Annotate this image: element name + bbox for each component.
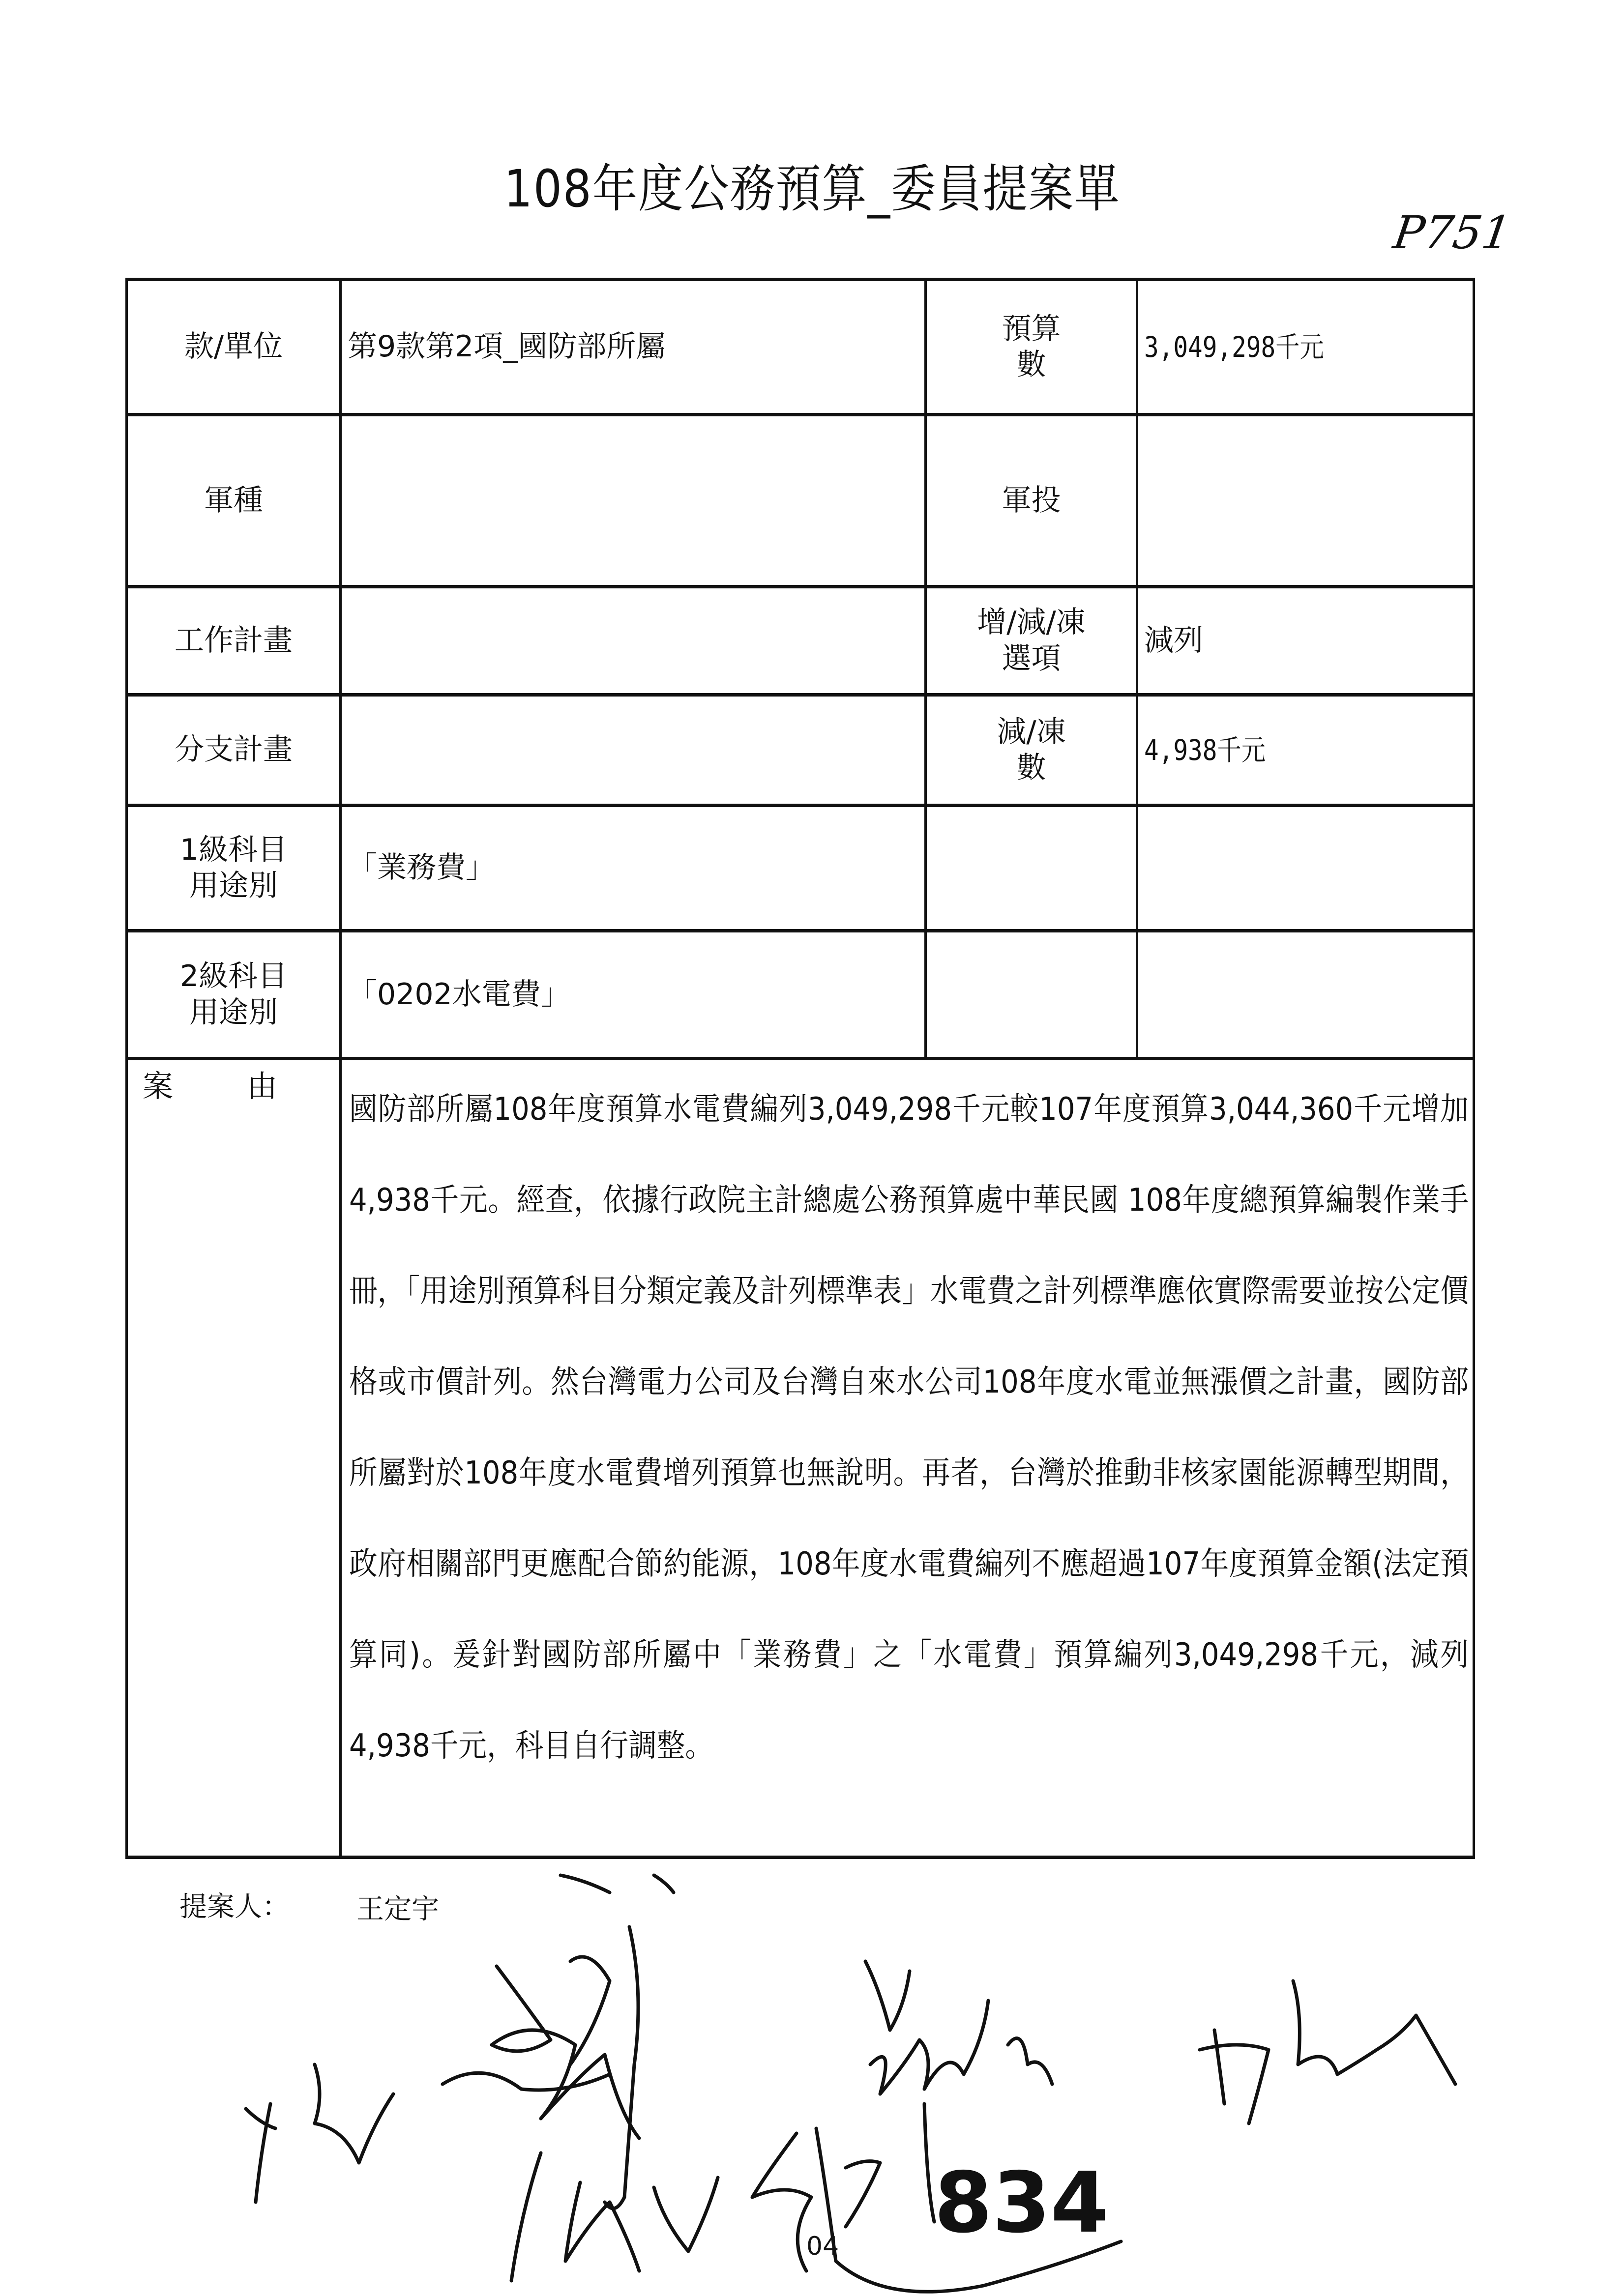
document-title: 108年度公務預算_委員提案單 [503, 159, 1121, 219]
label-work-plan: 工作計畫 [175, 623, 293, 658]
label-level2-subject: 2級科目 用途別 [179, 959, 288, 1030]
label-section-unit: 款/單位 [184, 329, 283, 364]
label-action-option: 增/減/凍 選項 [977, 605, 1086, 676]
budget-amount-text: 3,049,298千元 [1144, 330, 1324, 364]
label-sub-plan: 分支計畫 [175, 732, 293, 767]
reduction-amount-text: 4,938千元 [1144, 733, 1266, 767]
value-action-option: 減列 [1144, 623, 1203, 658]
label-reduction-amount: 減/凍 數 [997, 714, 1066, 785]
proposer-label: 提案人： [179, 1891, 290, 1923]
label-military-investment: 軍投 [1002, 483, 1061, 518]
page-reference-handwritten: P751 [1390, 206, 1515, 259]
label-service-branch: 軍種 [204, 483, 263, 518]
label-reason: 案由 [143, 1068, 352, 1104]
label-level1-subject: 1級科目 用途別 [179, 832, 288, 903]
proposer-name: 王定宇 [356, 1893, 439, 1925]
page-number: 04 [806, 2232, 839, 2261]
value-level1-subject: 「業務費」 [348, 850, 495, 885]
value-level2-subject: 「0202水電費」 [348, 977, 570, 1012]
reason-text: 國防部所屬108年度預算水電費編列3,049,298千元較107年度預算3,044,360千元增加4,938千元。經查，依據行政院主計總處公務預算處中華民國 108年度總預算編製作業手冊，「用途別預算科目分類定義及計列標準表」水電費之計列標準應依實際需要並按公定價格或市價計列。然台灣電力公司及台灣自來水公司108年度水電並無漲價之計畫，國防部所屬對於108年度水電費增列預算也無說明。再者，台灣於推動非核家園能源轉型期間，政府相關部門更應配合節約能源，108年度水電費編列不應超過107年度預算金額(法定預算同)。爰針對國防部所屬中「業務費」之「水電費」預算編列3,049,298千元，減列4,938千元，科目自行調整。 [349, 1091, 1469, 1764]
value-section-unit: 第9款第2項_國防部所屬 [348, 329, 666, 364]
label-budget-amount: 預算 數 [1002, 311, 1061, 382]
cosigner-number: 834 [934, 2154, 1109, 2252]
